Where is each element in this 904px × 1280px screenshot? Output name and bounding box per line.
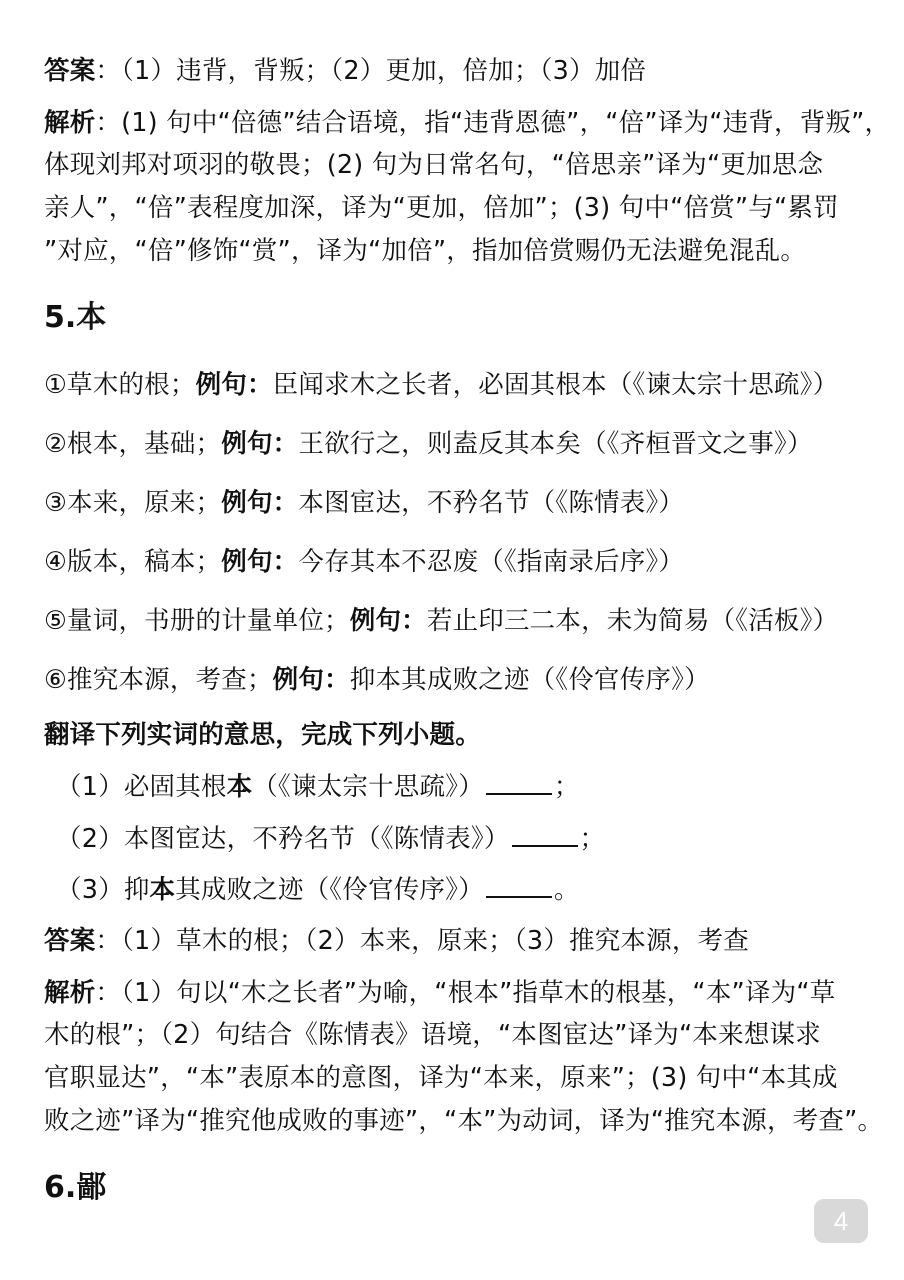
- question-end: 。: [553, 875, 580, 905]
- meaning-text: ⑥推究本源，考查；: [44, 665, 273, 695]
- example-text: 今存其本不忍废（《指南录后序》）: [298, 547, 685, 577]
- analysis-label: 解析: [44, 978, 96, 1008]
- answer-line-4: [44, 54, 646, 88]
- example-label: 例句：: [272, 665, 350, 695]
- example-label: 例句：: [221, 429, 299, 459]
- analysis-line-5-3: 官职显达”，“本”表原本的意图，译为“本来，原来”；(3) 句中“本其成: [44, 1063, 838, 1093]
- analysis-text: ：(1) 句中“倍德”结合语境，指“违背恩德”，“倍”译为“违背，背叛”，: [95, 108, 891, 138]
- analysis-line-5-1: [44, 976, 835, 1010]
- question-2: [56, 822, 605, 856]
- target-word: 本: [149, 875, 176, 905]
- meaning-text: ①草木的根；: [44, 370, 196, 400]
- meaning-item-6: [44, 663, 710, 697]
- section-heading-5: 5.本: [44, 300, 107, 335]
- analysis-text: ：（1）句以“木之长者”为喻，“根本”指草木的根基，“本”译为“草: [95, 978, 836, 1008]
- question-end: ；: [579, 824, 606, 854]
- example-label: 例句：: [221, 488, 299, 518]
- analysis-line-4-2: 体现刘邦对项羽的敬畏；(2) 句为日常名句，“倍思亲”译为“更加思念: [44, 150, 824, 180]
- example-label: 例句：: [349, 606, 427, 636]
- meaning-text: ③本来，原来；: [44, 488, 222, 518]
- analysis-line-5-2: 木的根”；（2）句结合《陈情表》语境，“本图宦达”译为“本来想谋求: [44, 1020, 821, 1050]
- example-text: 本图宦达，不矜名节（《陈情表》）: [298, 488, 685, 518]
- analysis-label: 解析: [44, 108, 96, 138]
- target-word: 本: [123, 824, 150, 854]
- example-text: 抑本其成败之迹（《伶官传序》）: [349, 665, 710, 695]
- answer-blank[interactable]: [512, 823, 578, 847]
- answer-label: 答案: [44, 926, 96, 956]
- question-text: （1）必固其根: [56, 772, 227, 802]
- meaning-item-2: [44, 427, 813, 461]
- question-source: （《谏太宗十思疏》）: [252, 772, 484, 802]
- page-number-badge: 4: [814, 1199, 868, 1243]
- answer-blank[interactable]: [486, 771, 552, 795]
- example-label: 例句：: [195, 370, 273, 400]
- answer-text: ：（1）违背，背叛；（2）更加，倍加；（3）加倍: [95, 56, 647, 86]
- answer-line-5: [44, 924, 749, 958]
- example-text: 若止印三二本，未为简易（《活板》）: [426, 606, 839, 636]
- example-label: 例句：: [221, 547, 299, 577]
- question-text: （3）抑: [56, 875, 150, 905]
- meaning-item-4: [44, 545, 684, 579]
- meaning-text: ⑤量词，书册的计量单位；: [44, 606, 350, 636]
- analysis-line-4-4: ”对应，“倍”修饰“赏”，译为“加倍”，指加倍赏赐仍无法避免混乱。: [44, 236, 807, 266]
- question-source: 图宦达，不矜名节（《陈情表》）: [149, 824, 510, 854]
- analysis-line-5-4: 败之迹”译为“推究他成败的事迹”，“本”为动词，译为“推究本源，考查”。: [44, 1106, 884, 1136]
- exercise-instruction: 翻译下列实词的意思，完成下列小题。: [44, 720, 481, 750]
- meaning-text: ②根本，基础；: [44, 429, 222, 459]
- answer-text: ：（1）草木的根；（2）本来，原来；（3）推究本源，考查: [95, 926, 749, 956]
- meaning-text: ④版本，稿本；: [44, 547, 222, 577]
- example-text: 王欲行之，则盍反其本矣（《齐桓晋文之事》）: [298, 429, 813, 459]
- question-source: 其成败之迹（《伶官传序》）: [175, 875, 484, 905]
- answer-label: 答案: [44, 56, 96, 86]
- meaning-item-5: [44, 604, 838, 638]
- question-1: [56, 770, 580, 804]
- answer-blank[interactable]: [486, 874, 552, 898]
- meaning-item-3: [44, 486, 684, 520]
- analysis-line-4-3: 亲人”，“倍”表程度加深，译为“更加，倍加”；(3) 句中“倍赏”与“累罚: [44, 193, 839, 223]
- question-3: [56, 873, 580, 907]
- example-text: 臣闻求木之长者，必固其根本（《谏太宗十思疏》）: [272, 370, 839, 400]
- target-word: 本: [226, 772, 253, 802]
- question-text: （2）: [56, 824, 124, 854]
- meaning-item-1: [44, 368, 838, 402]
- question-end: ；: [553, 772, 580, 802]
- section-heading-6: 6.鄙: [44, 1170, 107, 1205]
- analysis-line-4-1: [44, 106, 890, 140]
